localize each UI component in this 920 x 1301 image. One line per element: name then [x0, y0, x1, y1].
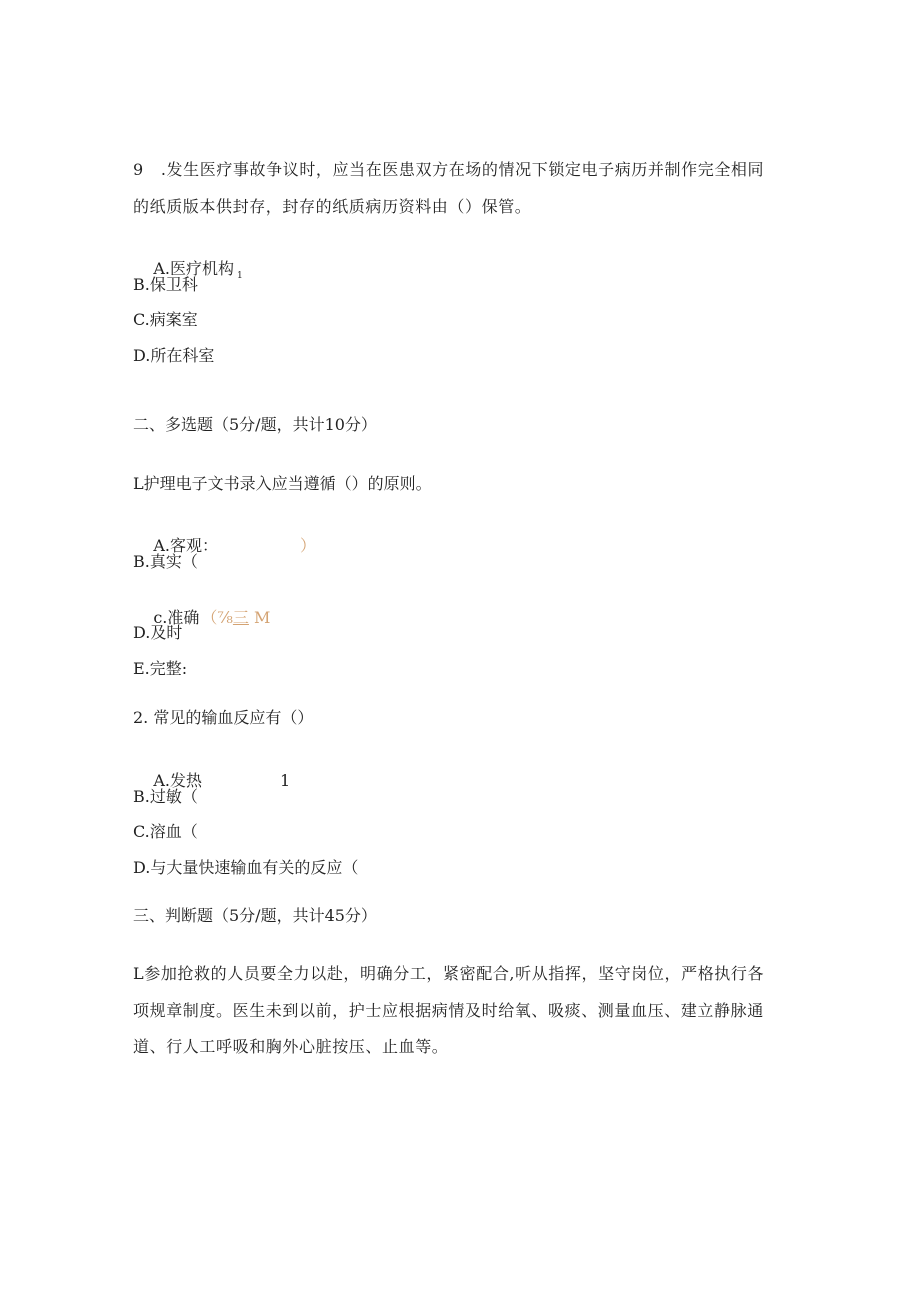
s2-q2-option-c: C.溶血（	[133, 822, 198, 841]
stray-mark: 1	[280, 771, 291, 790]
s2-q2-option-b: B.过敏（	[133, 787, 198, 806]
s2-q2-option-d: D.与大量快速输血有关的反应（	[133, 858, 359, 877]
s2-q1-option-d: D.及时	[133, 623, 183, 642]
s2-q1-stem: L护理电子文书录入应当遵循（）的原则。	[133, 474, 432, 493]
s2-q1-option-e: E.完整:	[133, 659, 188, 678]
s3-q1-line-2: 项规章制度。医生未到以前，护士应根据病情及时给氧、吸痰、测量血压、建立静脉通	[133, 1001, 764, 1020]
option-text: A.客观：	[153, 536, 210, 555]
option-text: A.发热	[153, 771, 202, 790]
s2-q2-stem: 2. 常见的输血反应有（）	[133, 708, 314, 727]
section-2-heading: 二、多选题（5分/题，共计10分）	[133, 415, 377, 434]
q9-option-d: D.所在科室	[133, 346, 215, 365]
stray-mark: 1	[237, 271, 243, 281]
handwritten-mark: （⅞三 M	[201, 608, 271, 627]
q9-stem-line-2: 的纸质版本供封存，封存的纸质病历资料由（）保管。	[133, 197, 532, 216]
s3-q1-line-3: 道、行人工呼吸和胸外心脏按压、止血等。	[133, 1037, 449, 1056]
q9-option-a	[133, 239, 243, 306]
option-text: A.医疗机构	[153, 259, 234, 278]
handwritten-mark: ）	[300, 536, 317, 555]
q9-option-b: B.保卫科	[133, 275, 198, 294]
option-text: c.准确	[153, 608, 200, 627]
s3-q1-line-1: L参加抢救的人员要全力以赴，明确分工，紧密配合,听从指挥，坚守岗位，严格执行各	[133, 964, 765, 983]
section-3-heading: 三、判断题（5分/题，共计45分）	[133, 906, 377, 925]
s2-q1-option-b: B.真实（	[133, 552, 198, 571]
q9-option-c: C.病案室	[133, 310, 198, 329]
q9-stem-line-1: 9 .发生医疗事故争议时，应当在医患双方在场的情况下锁定电子病历并制作完全相同	[133, 160, 765, 179]
